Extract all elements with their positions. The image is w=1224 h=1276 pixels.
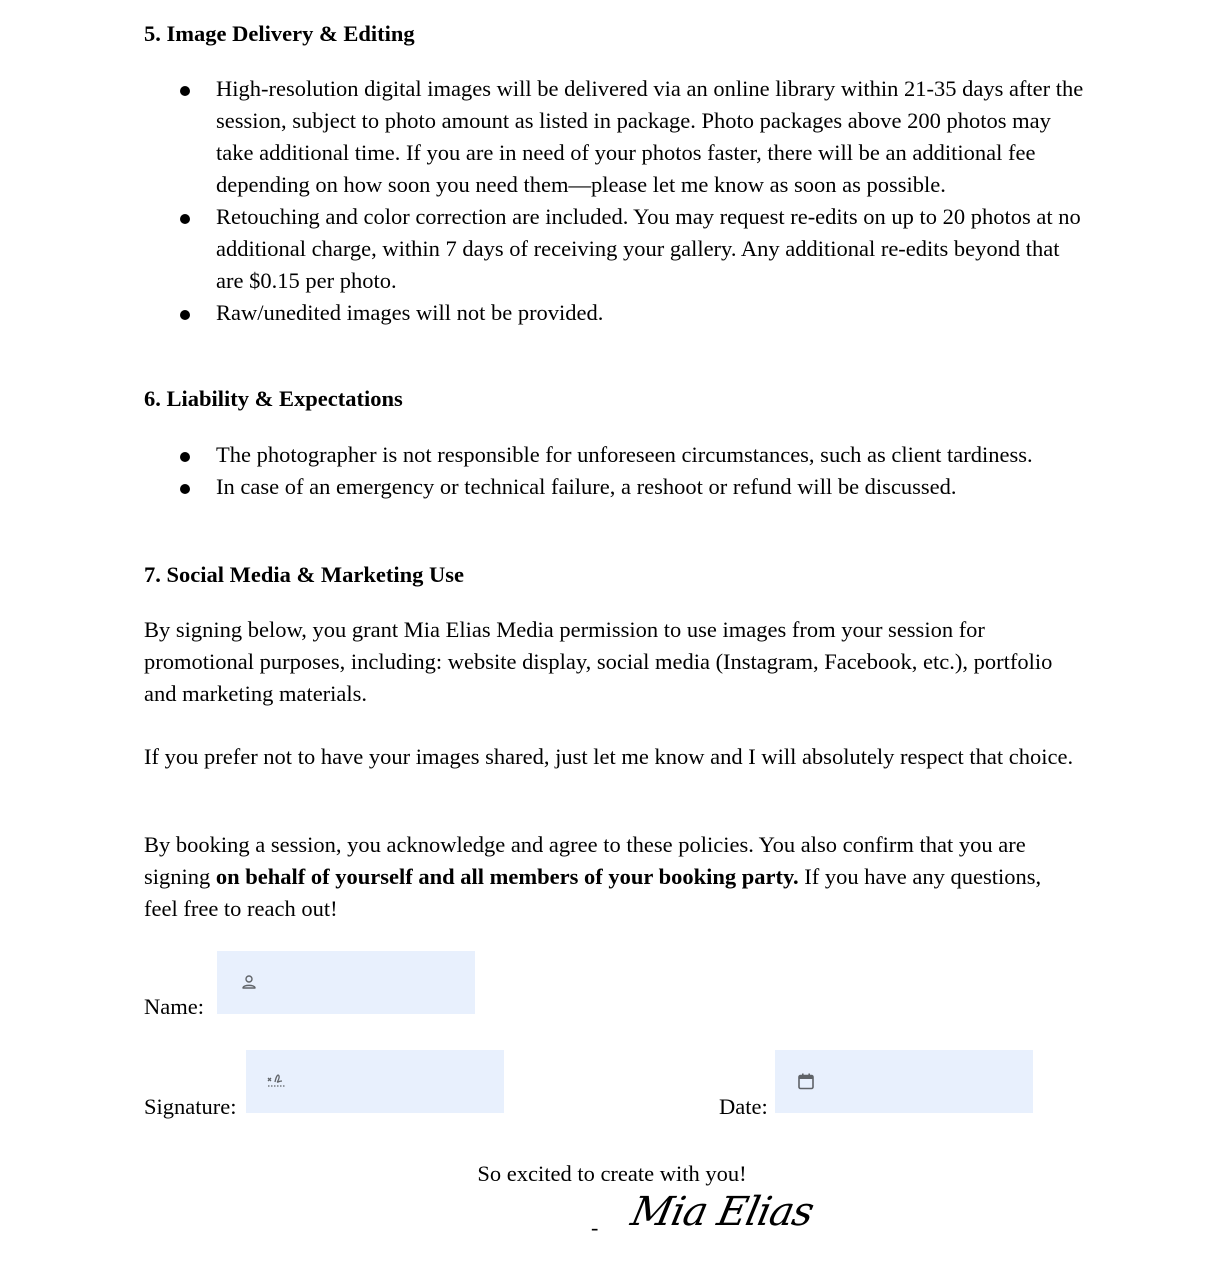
calendar-icon (797, 1072, 815, 1090)
agreement-bold-text: on behalf of yourself and all members of your booking party. (215, 864, 799, 889)
permission-paragraph: By signing below, you grant Mia Elias Media permission to use images from your session for promotional purposes, including: website display, social media (Instagram, Facebook, etc.), portfolio and marketing materials. (144, 617, 1053, 706)
list-item: Raw/unedited images will not be provided. (144, 297, 1084, 329)
section-heading-image-delivery: 5. Image Delivery & Editing (144, 21, 415, 46)
bullet-icon (180, 452, 190, 462)
signature-field[interactable] (246, 1050, 504, 1113)
name-field[interactable] (217, 951, 475, 1014)
bullet-icon (180, 214, 190, 224)
bullet-icon (180, 484, 190, 494)
signature-dash: - (591, 1215, 599, 1240)
section-heading-liability: 6. Liability & Expectations (144, 386, 403, 411)
person-icon (240, 973, 258, 991)
signature-label: Signature: (144, 1094, 237, 1119)
date-label: Date: (719, 1094, 768, 1119)
section-heading-social-media: 7. Social Media & Marketing Use (144, 562, 464, 587)
list-item: The photographer is not responsible for unforeseen circumstances, such as client tardiness. (144, 439, 1084, 471)
closing-message: So excited to create with you! (477, 1161, 747, 1186)
liability-list (144, 439, 1084, 503)
bullet-icon (180, 86, 190, 96)
image-delivery-list (144, 73, 1084, 329)
opt-out-paragraph: If you prefer not to have your images shared, just let me know and I will absolutely respect that choice. (144, 744, 1074, 769)
handwritten-signature: Mia Elias (627, 1189, 818, 1235)
name-label: Name: (144, 994, 204, 1019)
list-item: High-resolution digital images will be delivered via an online library within 21-35 days after the session, subject to photo amount as listed in package. Photo packages above 200 photos may take additional time. If you are in need of your photos faster, there will be an additional fee depending on how soon you need them—please let me know as soon as possible. (144, 73, 1084, 201)
list-item: Retouching and color correction are included. You may request re-edits on up to 20 photos at no additional charge, within 7 days of receiving your gallery. Any additional re-edits beyond that are $0.15 per photo. (144, 201, 1084, 297)
bullet-icon (180, 310, 190, 320)
date-field[interactable] (775, 1050, 1033, 1113)
agreement-paragraph: By booking a session, you acknowledge and agree to these policies. You also confirm that you are signing on behalf of yourself and all members of your booking party. If you have any questions, feel free to reach out! (144, 832, 1042, 921)
signature-icon (267, 1071, 287, 1089)
list-item: In case of an emergency or technical failure, a reshoot or refund will be discussed. (144, 471, 1084, 503)
